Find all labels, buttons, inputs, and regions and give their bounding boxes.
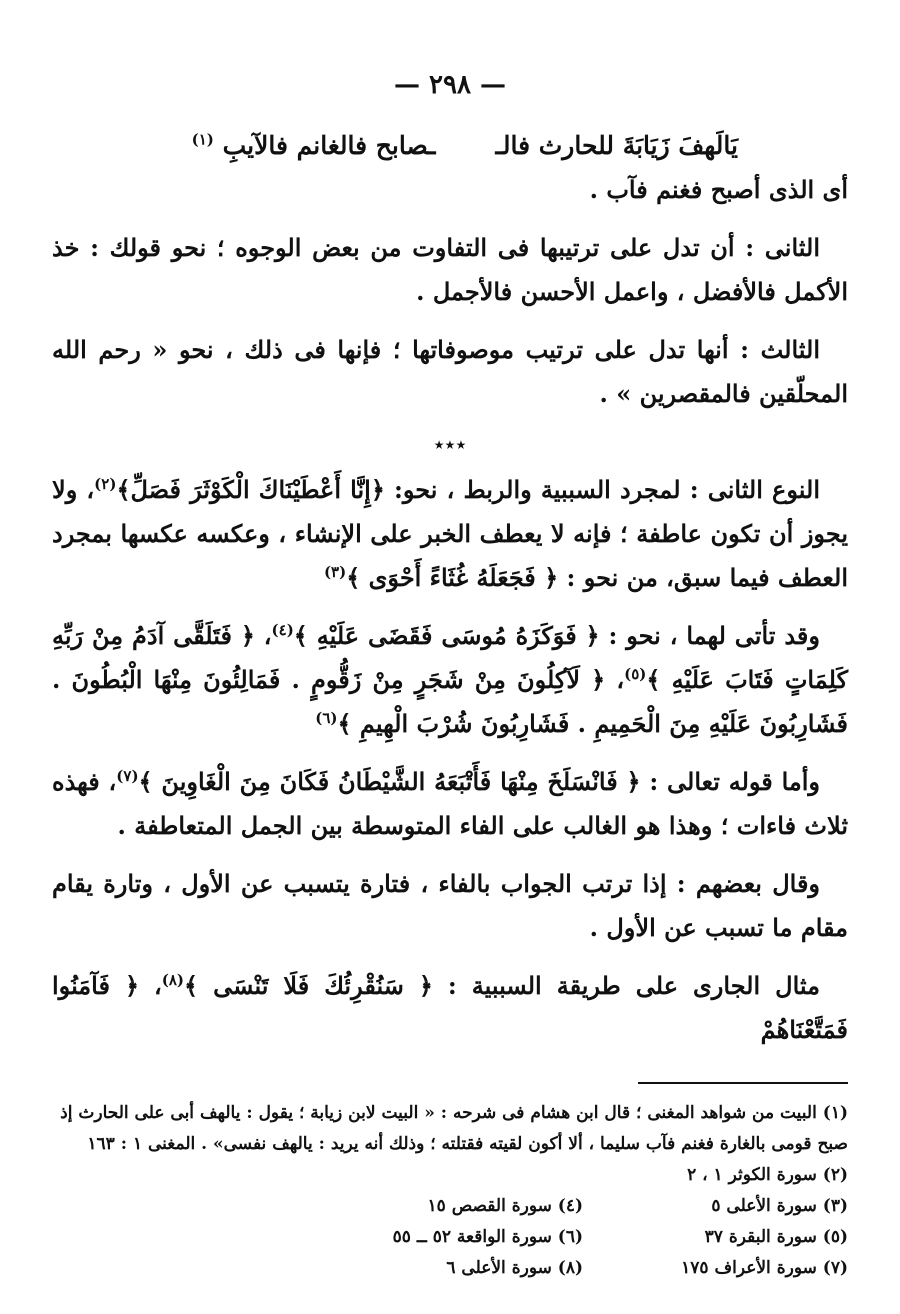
footnote-marker-7: (٧) xyxy=(116,767,139,785)
paragraph-second-meaning: الثانى : أن تدل على ترتيبها فى التفاوت من بعض الوجوه ؛ نحو قولك : خذ الأكمل فالأفضل ، واعمل الأحسن فالأجمل . xyxy=(52,233,848,306)
footnote-ref-5: (٥) سورة البقرة ٣٧ xyxy=(704,1227,848,1247)
footnote-marker-3: (٣) xyxy=(323,563,347,581)
section-separator: ٭٭٭ xyxy=(433,432,467,456)
footnote-marker-2: (٢) xyxy=(94,475,117,493)
verse-explanation: أى الذى أصبح فغنم فآب . xyxy=(589,175,848,204)
verse-second-hemistich: ـصابح فالغانم فالآيبِ xyxy=(222,131,436,160)
paragraph-both-uses xyxy=(52,614,848,746)
footnote-marker-5: (٥) xyxy=(624,665,647,683)
both-text-b: ، ﴿ فَتَلَقَّى آدَمُ مِنْ رَبِّهِ كَلِمَاتٍ فَتَابَ عَلَيْهِ ﴾ xyxy=(52,621,848,694)
footnote-divider xyxy=(638,1082,848,1084)
both-text-a: وقد تأتى لهما ، نحو : ﴿ فَوَكَزَهُ مُوسَى فَقَضَى عَلَيْهِ ﴾ xyxy=(293,621,820,650)
footnote-marker-8: (٨) xyxy=(161,971,185,989)
footnotes xyxy=(52,1098,848,1284)
paragraph-example xyxy=(52,964,848,1052)
footnote-marker-1: (١) xyxy=(191,130,214,149)
type-two-text-b: ، ولا يجوز أن تكون عاطفة ؛ فإنه لا يعطف الخبر على الإنشاء ، وعكسه عكسها بمجرد العطف فيما سبق، من نحو : ﴿ فَجَعَلَهُ غُثَاءً أَحْوَى ﴾ xyxy=(52,475,848,592)
footnote-ref-6: (٦) سورة الواقعة ٥٢ ــ ٥٥ xyxy=(392,1227,583,1247)
footnote-references xyxy=(328,1160,848,1284)
example-text-b: ، ﴿ فَآمَنُوا فَمَتَّعْنَاهُمْ xyxy=(52,971,848,1044)
poetry-verse xyxy=(52,126,848,166)
amma-text-a: وأما قوله تعالى : ﴿ فَانْسَلَخَ مِنْهَا فَأَتْبَعَهُ الشَّيْطَانُ فَكَانَ مِنَ الْغَاوِينَ ﴾ xyxy=(138,767,820,796)
both-text-c: ، ﴿ لَآكِلُونَ مِنْ شَجَرٍ مِنْ زَقُّومٍ . فَمَالِئُونَ مِنْهَا الْبُطُونَ . فَشَارِبُونَ عَلَيْهِ مِنَ الْحَمِيمِ . فَشَارِبُونَ شُرْبَ الْهِيمِ ﴾ xyxy=(52,665,848,738)
footnote-ref-4: (٤) سورة القصص ١٥ xyxy=(427,1196,583,1216)
paragraph-third-meaning: الثالث : أنها تدل على ترتيب موصوفاتها ؛ فإنها فى ذلك ، نحو « رحم الله المحلّقين فالمقصرين » . xyxy=(52,335,848,408)
footnote-ref-3: (٣) سورة الأعلى ٥ xyxy=(711,1196,848,1216)
footnote-ref-2: (٢) سورة الكوثر ١ ، ٢ xyxy=(687,1165,848,1185)
footnote-marker-4: (٤) xyxy=(271,621,294,639)
verse-first-hemistich: يَالَهفَ زَيَابَةَ للحارث فالـ xyxy=(495,131,738,160)
footnote-ref-8: (٨) سورة الأعلى ٦ xyxy=(446,1258,583,1278)
example-text-a: مثال الجارى على طريقة السببية : ﴿ سَنُقْرِئُكَ فَلَا تَنْسَى ﴾ xyxy=(184,971,820,1000)
footnote-ref-empty xyxy=(328,1160,583,1191)
footnote-ref-7: (٧) سورة الأعراف ١٧٥ xyxy=(681,1258,848,1278)
paragraph-amma xyxy=(52,760,848,848)
footnote-marker-6: (٦) xyxy=(315,709,338,727)
footnote-1: (١) البيت من شواهد المغنى ؛ قال ابن هشام فى شرحه : « البيت لابن زيابة ؛ يقول : يالهف أبى على الحارث إذ صبح قومى بالغارة فغنم فآب سليما ، ألا أكون لقيته فقتلته ؛ وذلك أنه يريد : يالهف نفسى» . المغنى ١ : ١٦٣ xyxy=(60,1103,848,1154)
page-number: — ٢٩٨ — xyxy=(393,70,507,100)
paragraph-some-said: وقال بعضهم : إذا ترتب الجواب بالفاء ، فتارة يتسبب عن الأول ، وتارة يقام مقام ما تسبب عن الأول . xyxy=(52,869,848,942)
amma-text-b: ، فهذه ثلاث فاءات ؛ وهذا هو الغالب على الفاء المتوسطة بين الجمل المتعاطفة . xyxy=(52,767,848,840)
type-two-text-a: النوع الثانى : لمجرد السببية والربط ، نحو: ﴿إِنَّا أَعْطَيْنَاكَ الْكَوْثَرَ فَصَلِّ﴾ xyxy=(116,475,820,504)
paragraph-type-two xyxy=(52,468,848,600)
